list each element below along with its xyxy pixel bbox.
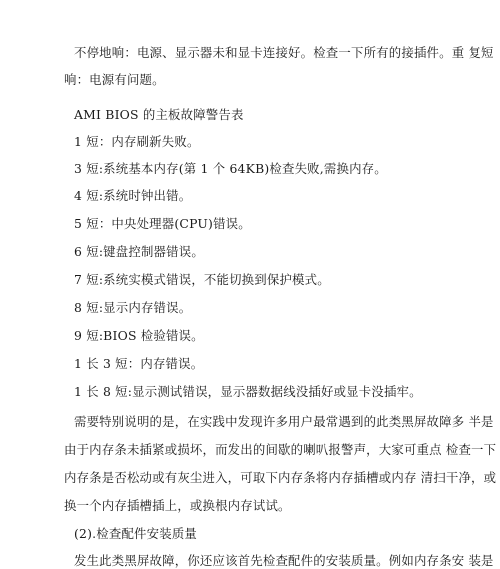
beep-code-item: 9 短:BIOS 检验错误。 [74,328,204,343]
section-heading-ami-bios: AMI BIOS 的主板故障警告表 [74,107,244,122]
beep-code-item: 3 短:系统基本内存(第 1 个 64KB)检查失败,需换内存。 [74,161,387,176]
beep-code-item: 8 短:显示内存错误。 [74,300,192,315]
paragraph-line: 需要特别说明的是，在实践中发现许多用户最常遇到的此类黑屏故障多 半是 [74,414,494,429]
beep-code-item: 1 长 8 短:显示测试错误，显示器数据线没插好或显卡没插牢。 [74,384,422,399]
beep-code-item: 4 短:系统时钟出错。 [74,188,192,203]
section-heading-install-quality: (2).检查配件安装质量 [74,526,198,541]
beep-code-item: 6 短:键盘控制器错误。 [74,244,204,259]
beep-code-item: 7 短:系统实模式错误，不能切换到保护模式。 [74,272,330,287]
paragraph-line: 由于内存条未插紧或损坏，而发出的间歇的喇叭报警声，大家可重点 检查一下 [64,442,497,457]
text-line-2: 响：电源有问题。 [64,72,165,87]
text-line-1: 不停地响：电源、显示器未和显卡连接好。检查一下所有的接插件。重 复短 [74,45,494,60]
beep-code-item: 5 短：中央处理器(CPU)错误。 [74,216,251,231]
paragraph-line: 换一个内存插槽插上，或换根内存试试。 [64,498,291,513]
beep-code-item: 1 短：内存刷新失败。 [74,134,200,149]
paragraph-line: 发生此类黑屏故障，你还应该首先检查配件的安装质量。例如内存条安 装是 [74,553,494,568]
paragraph-line: 内存条是否松动或有灰尘进入，可取下内存条将内存插槽或内存 清扫干净，或 [64,470,497,485]
beep-code-item: 1 长 3 短：内存错误。 [74,356,204,371]
